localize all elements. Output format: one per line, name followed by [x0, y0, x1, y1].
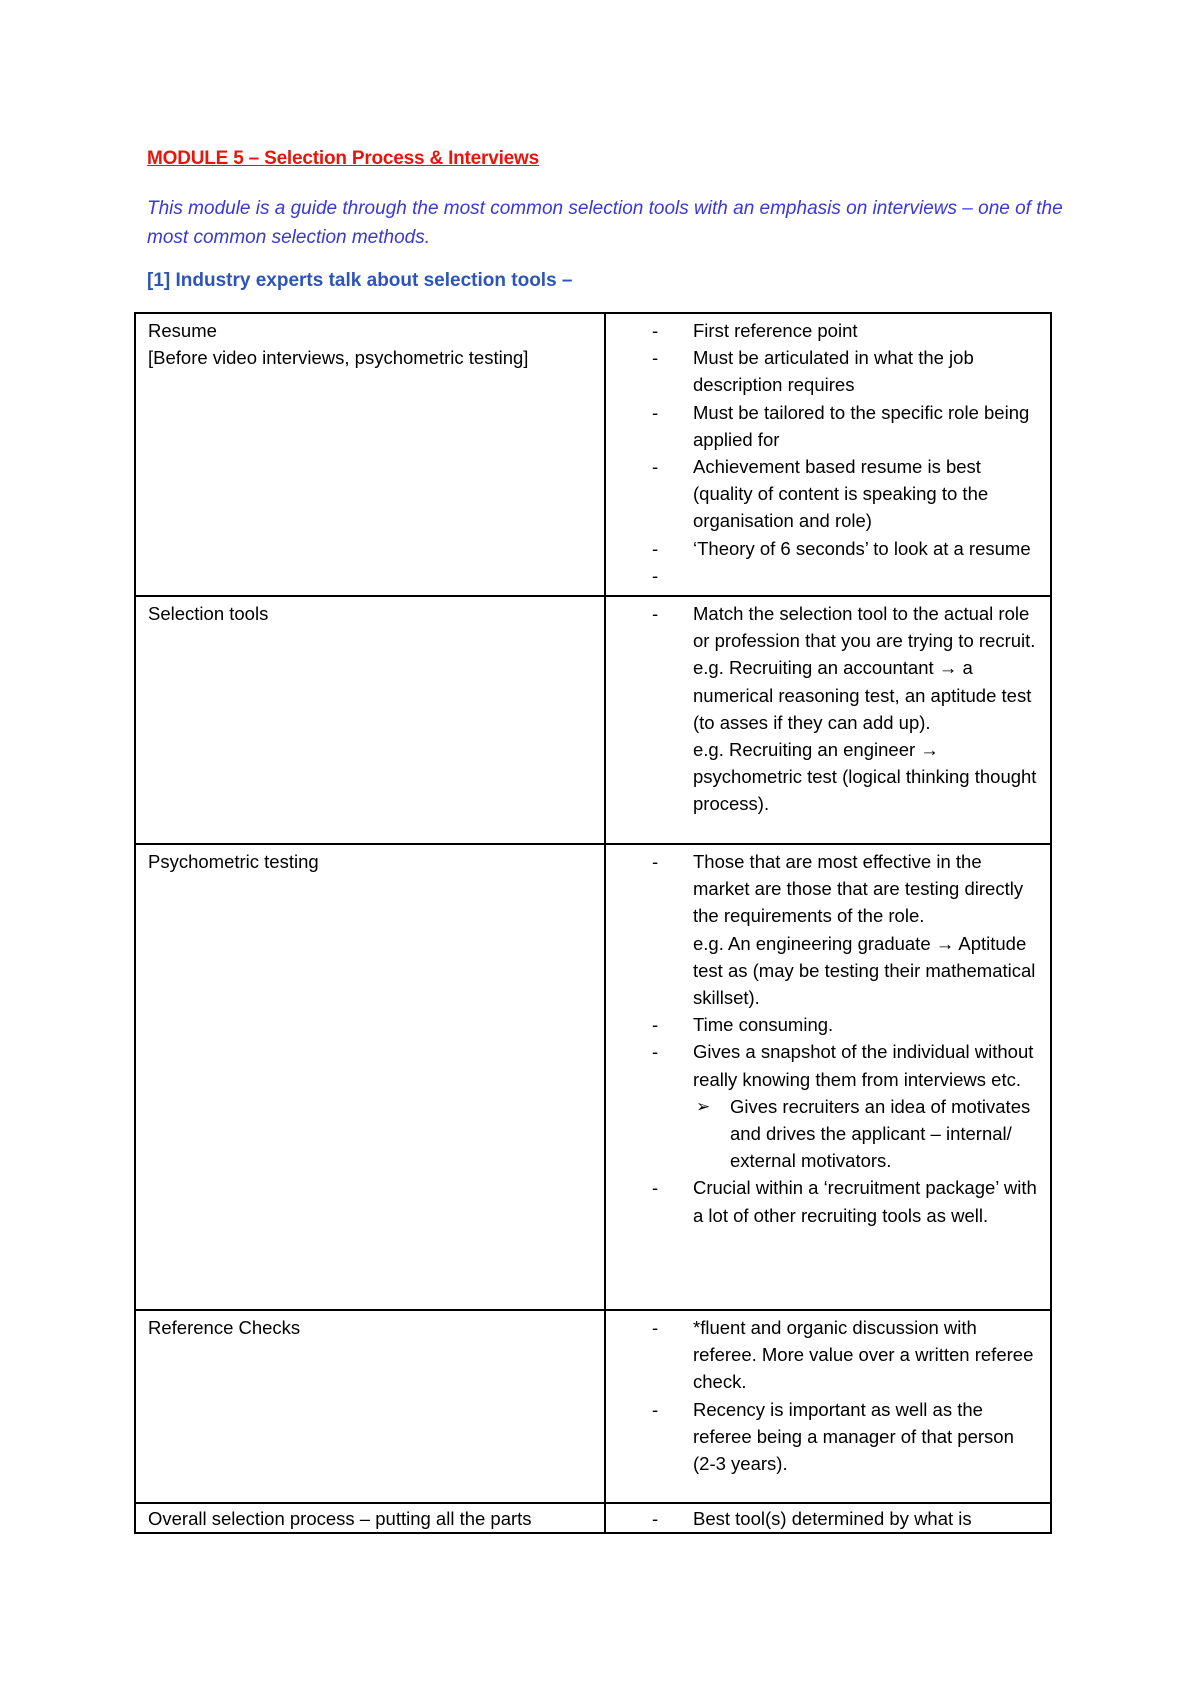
- example-line: e.g. Recruiting an engineer → psychometric test (logical thinking thought process).: [693, 739, 1037, 815]
- list-item: - Time consuming.: [618, 1011, 1040, 1038]
- arrowhead-bullet-icon: ➢: [696, 1096, 711, 1116]
- table-row: [135, 844, 1051, 1310]
- right-arrow-icon: →: [935, 932, 955, 954]
- row-label-cell: [135, 596, 605, 844]
- row-label-cell: [135, 1503, 605, 1533]
- list-item: - Gives a snapshot of the individual without really knowing them from interviews etc. ➢ Gives recruiters an idea of motivates and drives the applicant – internal/ external motivators.: [618, 1038, 1040, 1174]
- table-row: [135, 1310, 1051, 1503]
- row-label-cell: [135, 313, 605, 596]
- module-intro: This module is a guide through the most common selection tools with an emphasis on interviews – one of the most common selection methods.: [147, 198, 1063, 248]
- list-item: - *fluent and organic discussion with referee. More value over a written referee check.: [618, 1314, 1040, 1396]
- sub-list-item: ➢ Gives recruiters an idea of motivates and drives the applicant – internal/ external motivators.: [693, 1093, 1040, 1175]
- list-item: [618, 562, 1040, 589]
- row-label: Overall selection process – putting all the parts: [148, 1508, 532, 1530]
- list-item: - Must be tailored to the specific role being applied for: [618, 399, 1040, 453]
- row-label: Resume: [148, 320, 217, 341]
- list-item: - Crucial within a ‘recruitment package’ with a lot of other recruiting tools as well.: [618, 1174, 1040, 1228]
- list-item: - Those that are most effective in the market are those that are testing directly the requirements of the role.: [618, 848, 1040, 930]
- list-item: - Recency is important as well as the referee being a manager of that person (2-3 years).: [618, 1396, 1040, 1478]
- row-content-cell: [605, 596, 1051, 844]
- row-content-cell: [605, 313, 1051, 596]
- row-label: Psychometric testing: [148, 851, 319, 873]
- right-arrow-icon: →: [938, 657, 958, 679]
- right-arrow-icon: →: [920, 739, 939, 761]
- row-label-cell: [135, 1310, 605, 1503]
- example-line: e.g. An engineering graduate → Aptitude test as (may be testing their mathematical skillset).: [693, 932, 1036, 1009]
- list-item: - Achievement based resume is best (quality of content is speaking to the organisation and role): [618, 453, 1040, 535]
- table-row: [135, 313, 1051, 596]
- table-row: [135, 1503, 1051, 1533]
- list-item: - ‘Theory of 6 seconds’ to look at a resume: [618, 535, 1040, 562]
- list-item: - First reference point: [618, 317, 1040, 344]
- row-content-cell: [605, 1503, 1051, 1533]
- list-item: - Match the selection tool to the actual role or profession that you are trying to recruit.: [618, 600, 1040, 654]
- selection-tools-table: [134, 312, 1052, 1534]
- list-item: - Best tool(s) determined by what is: [618, 1505, 1040, 1532]
- section-heading: [1] Industry experts talk about selection tools –: [147, 270, 573, 291]
- row-label: Selection tools: [148, 603, 269, 625]
- row-label-cell: [135, 844, 605, 1310]
- row-sublabel: [Before video interviews, psychometric testing]: [148, 347, 529, 369]
- row-label: Reference Checks: [148, 1317, 301, 1339]
- list-item: - Must be articulated in what the job description requires: [618, 344, 1040, 398]
- module-title: MODULE 5 – Selection Process & Interviews: [147, 148, 539, 169]
- table-row: [135, 596, 1051, 844]
- example-line: e.g. Recruiting an accountant → a numerical reasoning test, an aptitude test (to asses if they can add up).: [693, 657, 1032, 733]
- row-content-cell: [605, 844, 1051, 1310]
- row-content-cell: [605, 1310, 1051, 1503]
